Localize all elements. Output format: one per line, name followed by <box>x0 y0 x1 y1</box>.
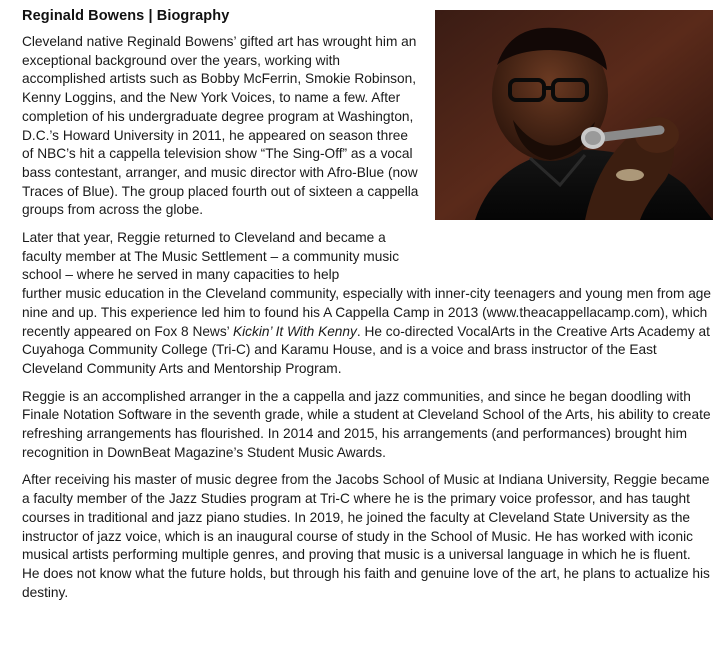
paragraph-4: After receiving his master of music degree from the Jacobs School of Music at Indiana University, Reggie became a faculty member of the Jazz Studies program at Tri-C where he is the primary voice professor, and has taught courses in traditional and jazz piano studies. In 2019, he joined the faculty at Cleveland State University as the instructor of jazz voice, which is an inaugural course of study in the School of Music. He has worked with iconic musical artists performing multiple genres, and proving that music is a universal language in which he is fluent. He does not know what the future holds, but through his faith and genuine love of the art, he plans to actualize his destiny. <box>22 472 710 600</box>
paragraph-2 <box>22 229 712 379</box>
page-title: Reginald Bowens | Biography <box>22 8 230 24</box>
paragraph-1: Cleveland native Reginald Bowens’ gifted art has wrought him an exceptional background over the years, working with accomplished artists such as Bobby McFerrin, Smokie Robinson, Kenny Loggins, and the New York Voices, to name a few. After completion of his undergraduate degree program at Washington, D.C.’s Howard University in 2011, he appeared on season three of NBC’s hit a cappella television show “The Sing-Off” as a vocal bass contestant, arranger, and music director with Afro-Blue (now Traces of Blue). The group placed fourth out of sixteen a cappella groups from across the globe. <box>22 34 419 218</box>
paragraph-2-show-title: Kickin’ It With Kenny <box>233 323 357 339</box>
biography-body <box>22 33 712 611</box>
paragraph-3: Reggie is an accomplished arranger in the a cappella and jazz communities, and since he began doodling with Finale Notation Software in the seventh grade, while a student at Cleveland School of the Arts, his ability to create refreshing arrangements has flourished. In 2014 and 2015, his arrangements (and performances) brought him recognition in DownBeat Magazine’s Student Music Awards. <box>22 388 711 460</box>
paragraph-2-body: further music education in the Cleveland community, especially with inner-city teenagers and young men from age nine and up. This experience led him to found his A Cappella Camp in 2013 (www.theacappellacamp.com), which recently appeared on Fox 8 News’ <box>22 286 712 339</box>
paragraph-2-end: . He co-directed VocalArts in the Creative Arts Academy at Cuyahoga Community College (Tri-C) and Karamu House, and is a voice and brass instructor of the East Cleveland Community Arts and Mentorship Program. <box>22 323 710 376</box>
paragraph-2-intro: Later that year, Reggie returned to Cleveland and became a faculty member at The Music Settlement – a community music school – where he served in many capacities to help <box>22 230 400 283</box>
